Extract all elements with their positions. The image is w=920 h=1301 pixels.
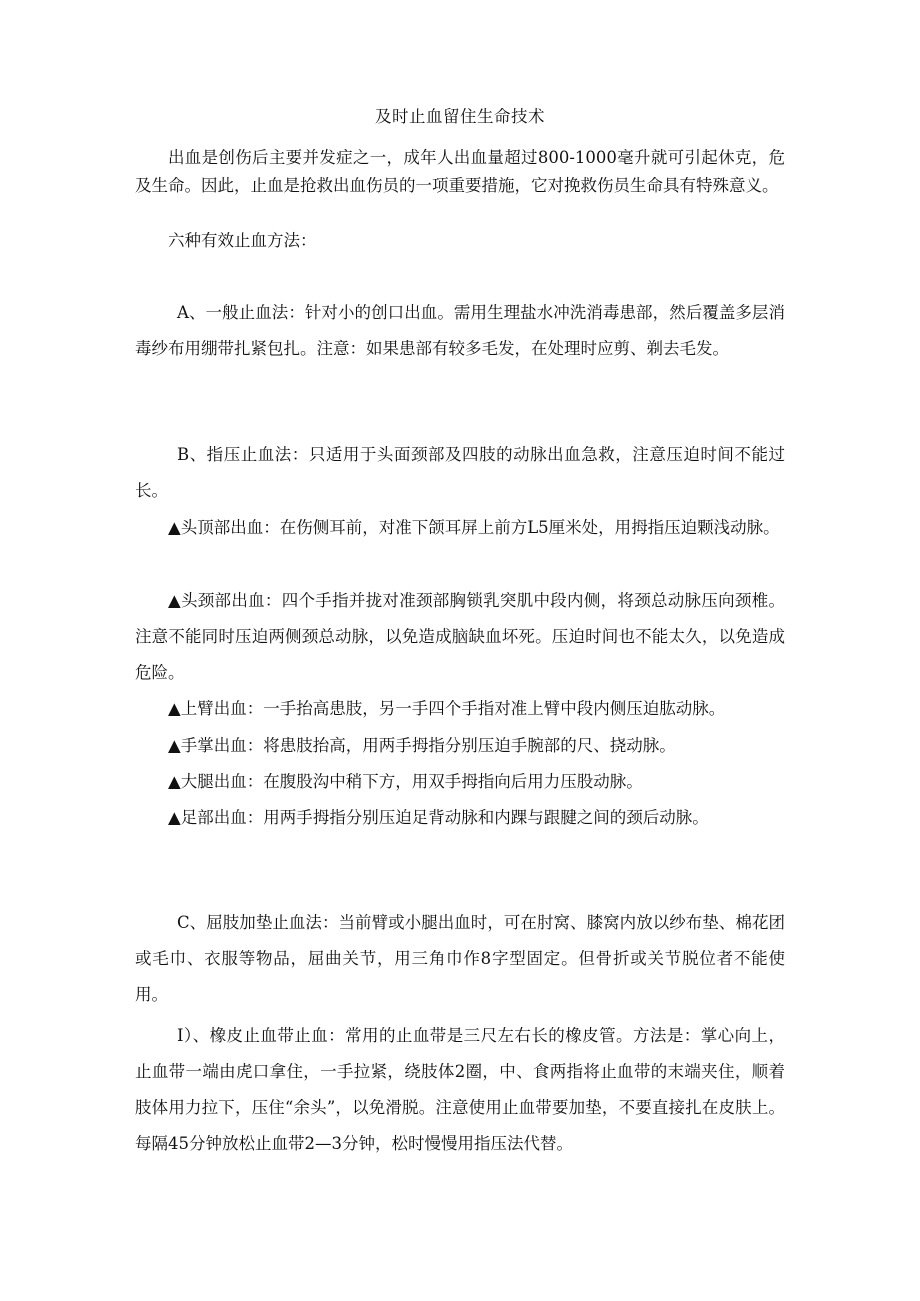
method-a-paragraph: A、一般止血法：针对小的创口出血。需用生理盐水冲洗消毒患部，然后覆盖多层消毒纱布用绷带扎紧包扎。注意：如果患部有较多毛发，在处理时应剪、剃去毛发。 <box>135 303 785 358</box>
six-methods-heading: 六种有效止血方法： <box>168 231 317 250</box>
foot-bleeding-point: ▲足部出血：用两手拇指分别压迫足背动脉和内踝与跟腱之间的颈后动脉。 <box>168 808 709 827</box>
method-b-paragraph: B、指压止血法：只适用于头面颈部及四肢的动脉出血急救，注意压迫时间不能过长。 <box>135 445 785 500</box>
document-title: 及时止血留住生命技术 <box>375 107 545 126</box>
method-c-paragraph: C、屈肢加垫止血法：当前臂或小腿出血时，可在肘窝、膝窝内放以纱布垫、棉花团或毛巾、衣服等物品，屈曲关节，用三角巾作8字型固定。但骨折或关节脱位者不能使用。 <box>135 913 785 1004</box>
thigh-bleeding-point: ▲大腿出血：在腹股沟中稍下方，用双手拇指向后用力压股动脉。 <box>168 772 643 791</box>
head-top-bleeding-point: ▲头顶部出血：在伤侧耳前，对准下颌耳屏上前方L5厘米处，用拇指压迫颗浅动脉。 <box>168 518 780 537</box>
method-d-paragraph: I）、橡皮止血带止血：常用的止血带是三尺左右长的橡皮管。方法是：掌心向上，止血带一端由虎口拿住，一手拉紧，绕肢体2圈，中、食两指将止血带的末端夹住，顺着肢体用力拉下，压住“余头”，以免滑脱。注意使用止血带要加垫，不要直接扎在皮肤上。每隔45分钟放松止血带2—3分钟，松时慢慢用指压法代替。 <box>135 1026 785 1153</box>
intro-paragraph: 出血是创伤后主要并发症之一，成年人出血量超过800-1000毫升就可引起休克，危及生命。因此，止血是抢救出血伤员的一项重要措施，它对挽救伤员生命具有特殊意义。 <box>135 148 785 195</box>
palm-bleeding-point: ▲手掌出血：将患肢抬高，用两手拇指分别压迫手腕部的尺、挠动脉。 <box>168 736 676 755</box>
upper-arm-bleeding-point: ▲上臂出血：一手抬高患肢，另一手四个手指对准上臂中段内侧压迫肱动脉。 <box>168 699 726 718</box>
head-neck-bleeding-point: ▲头颈部出血：四个手指并拢对准颈部胸锁乳突肌中段内侧，将颈总动脉压向颈椎。注意不能同时压迫两侧颈总动脉，以免造成脑缺血坏死。压迫时间也不能太久，以免造成危险。 <box>135 591 785 682</box>
